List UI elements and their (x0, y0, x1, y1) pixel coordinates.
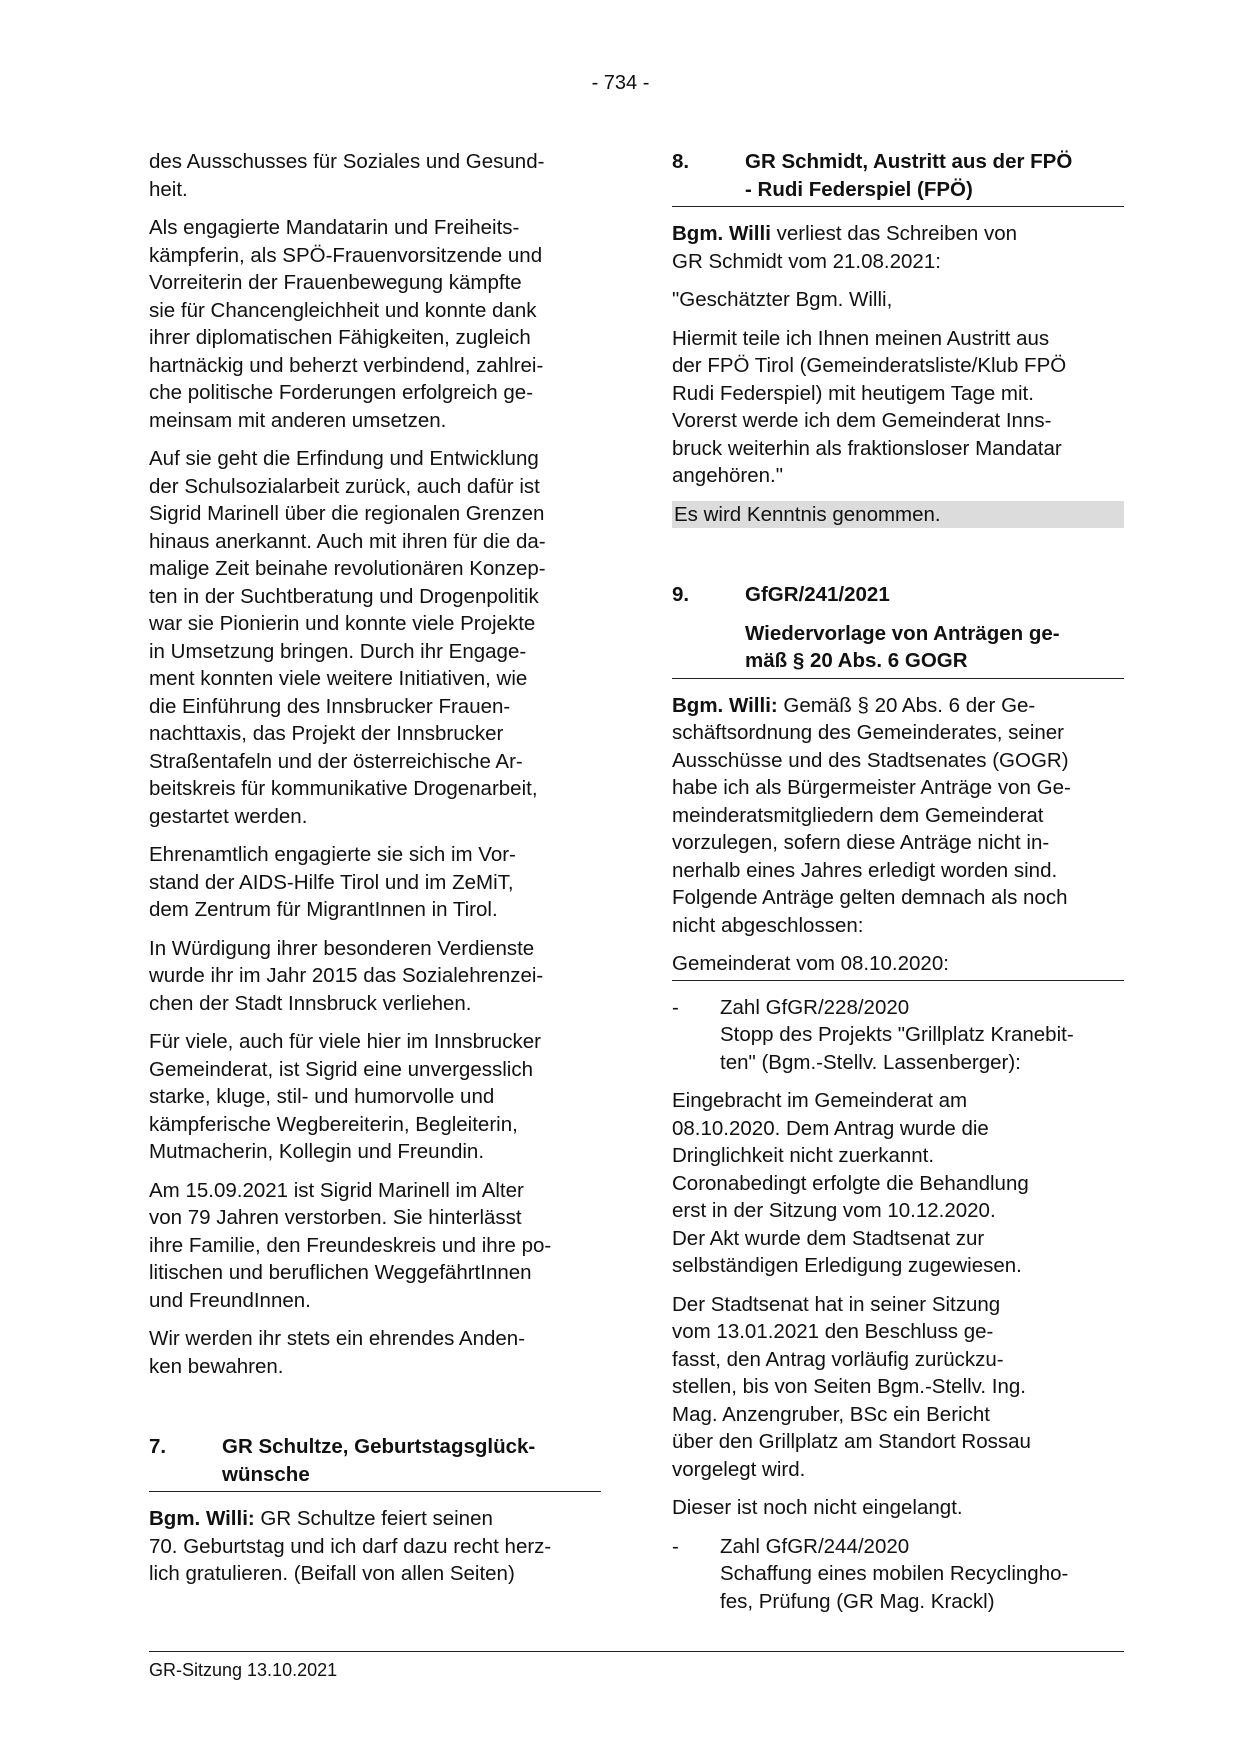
speaker: Bgm. Willi (672, 222, 771, 245)
section-code: GfGR/241/2021 (745, 583, 890, 606)
section-9-title: Wiedervorlage von Anträgen ge- mäß § 20 Abs. 6 GOGR (672, 620, 1124, 679)
left-column (149, 148, 601, 1599)
list-item: - Zahl GfGR/244/2020 Schaffung eines mobilen Recyclingho- fes, Prüfung (GR Mag. Krackl) (672, 1533, 1124, 1616)
section-title: GR Schultze, Geburtstagsglück- wünsche (222, 1435, 536, 1486)
right-column (672, 148, 1124, 1626)
paragraph: Ehrenamtlich engagierte sie sich im Vor- stand der AIDS-Hilfe Tirol und im ZeMiT, dem Zentrum für MigrantInnen in Tirol. (149, 843, 516, 921)
section-8-heading (672, 148, 1124, 207)
dash-bullet: - (672, 1534, 679, 1558)
speaker: Bgm. Willi: (149, 1507, 255, 1530)
section-title: GR Schmidt, Austritt aus der FPÖ - Rudi Federspiel (FPÖ) (745, 150, 1073, 201)
section-number: 8. (672, 150, 690, 173)
footer-text: GR-Sitzung 13.10.2021 (149, 1660, 338, 1680)
paragraph: des Ausschusses für Soziales und Gesund- heit. (149, 150, 545, 201)
section-7-heading (149, 1433, 601, 1492)
page-number: - 734 - (591, 72, 650, 94)
paragraph: Am 15.09.2021 ist Sigrid Marinell im Alter von 79 Jahren verstorben. Sie hinterlässt ihre Familie, den Freundeskreis und ihre po- litischen und beruflichen WeggefährtInnen und FreundInnen. (149, 1178, 552, 1312)
paragraph: Der Stadtsenat hat in seiner Sitzung vom 13.01.2021 den Beschluss ge- fasst, den Antrag vorläufig zurückzu- stellen, bis von Seiten Bgm.-Stellv. Ing. Mag. Anzengruber, BSc ein Bericht über den Grillplatz am Standort Rossau vorgelegt wird. (672, 1292, 1031, 1481)
paragraph: Eingebracht im Gemeinderat am 08.10.2020. Dem Antrag wurde die Dringlichkeit nicht zuerkannt. Coronabedingt erfolgte die Behandlung erst in der Sitzung vom 10.12.2020. Der Akt wurde dem Stadtsenat zur selbständigen Erledigung zugewiesen. (672, 1089, 1029, 1277)
paragraph: Bgm. Willi: Gemäß § 20 Abs. 6 der Ge- schäftsordnung des Gemeinderates, seiner Ausschüsse und des Stadtsenates (GOGR) habe ich als Bürgermeister Anträge von Ge- meinderatsmitgliedern dem Gemeinderat vorzulegen, sofern diese Anträge nicht in- nerhalb eines Jahres erledigt worden sind. Folgende Anträge gelten demnach als noch nicht abgeschlossen: (672, 693, 1071, 937)
section-number: 9. (672, 583, 690, 606)
paragraph: In Würdigung ihrer besonderen Verdienste wurde ihr im Jahr 2015 das Sozialehrenzei- chen der Stadt Innsbruck verliehen. (149, 936, 544, 1015)
letter-greeting: "Geschätzter Bgm. Willi, (672, 288, 893, 311)
paragraph: Bgm. Willi verliest das Schreiben von GR Schmidt vom 21.08.2021: (672, 222, 1018, 273)
footer-rule (149, 1651, 1124, 1652)
paragraph: Wir werden ihr stets ein ehrendes Anden- ken bewahren. (149, 1327, 526, 1378)
paragraph: Für viele, auch für viele hier im Innsbrucker Gemeinderat, ist Sigrid eine unvergesslich starke, kluge, stil- und humorvolle und kämpferische Wegbereiterin, Begleiterin, Mutmacherin, Kollegin und Freundin. (149, 1030, 541, 1163)
paragraph: Als engagierte Mandatarin und Freiheits- kämpferin, als SPÖ-Frauenvorsitzende und Vorreiterin der Frauenbewegung kämpfte sie für Chancengleichheit und konnte dank ihrer diplomatischen Fähigkeiten, zugleich hartnäckig und beherzt verbindend, zahlrei- che politische Forderungen erfolgreich ge- meinsam mit anderen umsetzen. (149, 216, 544, 432)
letter-body: Hiermit teile ich Ihnen meinen Austritt aus der FPÖ Tirol (Gemeinderatsliste/Klub FPÖ Rudi Federspiel) mit heutigem Tage mit. Vorerst werde ich dem Gemeinderat Inns- bruck weiterhin als fraktionsloser Mandatar angehören." (672, 326, 1067, 487)
paragraph: Dieser ist noch nicht eingelangt. (672, 1496, 963, 1519)
section-9-heading (672, 581, 1124, 609)
dash-bullet: - (672, 995, 679, 1019)
paragraph: Bgm. Willi: GR Schultze feiert seinen 70. Geburtstag und ich darf dazu recht herz- lich gratulieren. (Beifall von allen Seiten) (149, 1507, 552, 1585)
meeting-date-heading: Gemeinderat vom 08.10.2020: (672, 950, 1124, 981)
speaker: Bgm. Willi: (672, 693, 778, 717)
list-item: - Zahl GfGR/228/2020 Stopp des Projekts "Grillplatz Kranebit- ten" (Bgm.-Stellv. Lassenberger): (672, 994, 1124, 1077)
section-number: 7. (149, 1435, 167, 1458)
paragraph: Auf sie geht die Erfindung und Entwicklung der Schulsozialarbeit zurück, auch dafür ist Sigrid Marinell über die regionalen Grenzen hinaus anerkannt. Auch mit ihren für die da- malige Zeit beinahe revolutionären Konzep- ten in der Suchtberatung und Drogenpolitik war sie Pionierin und konnte viele Projekte in Umsetzung bringen. Durch ihr Engage- ment konnten viele weitere Initiativen, wie die Einführung des Innsbrucker Frauen- nachttaxis, das Projekt der Innsbrucker Straßentafeln und der österreichische Ar- beitskreis für kommunikative Drogenarbeit, gestartet werden. (149, 447, 546, 828)
resolution-note: Es wird Kenntnis genommen. (672, 501, 1124, 529)
